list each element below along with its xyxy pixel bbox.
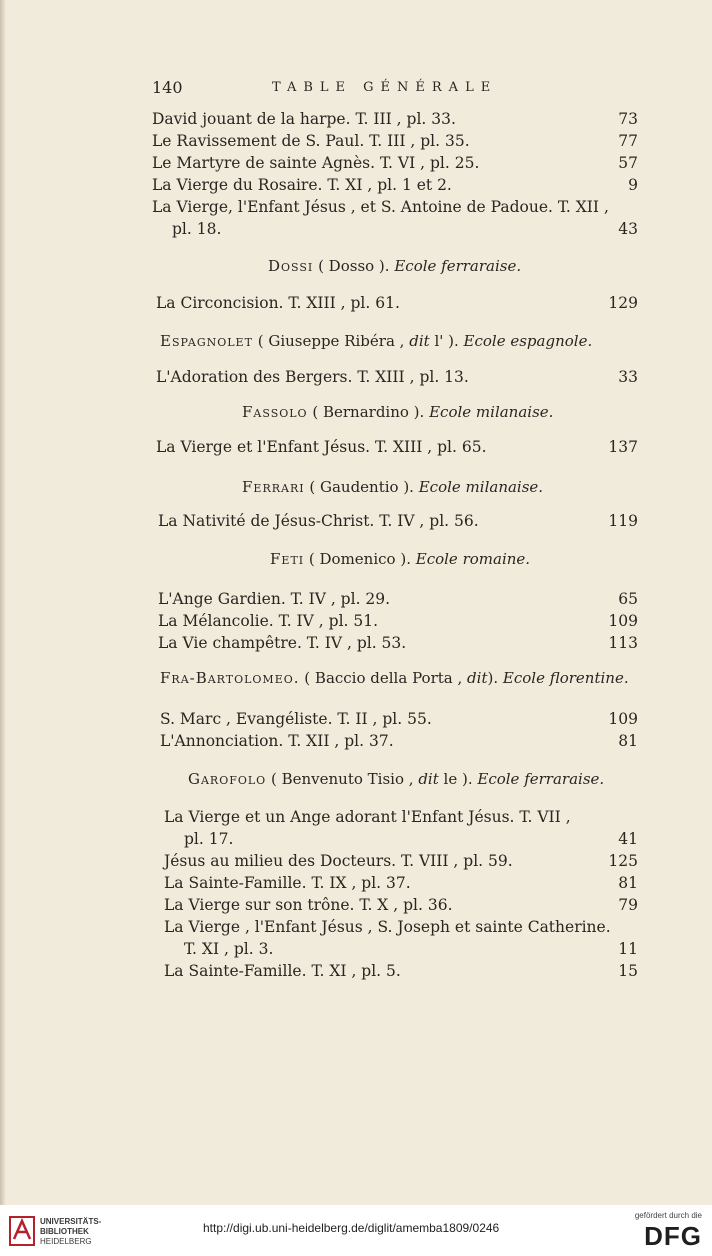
index-entry: La Nativité de Jésus-Christ. T. IV , pl. 56. 119 [158,512,638,530]
permalink-url[interactable]: http://digi.ub.uni-heidelberg.de/diglit/amemba1809/0246 [203,1221,500,1235]
artist-heading: Feti ( Domenico ). Ecole romaine. [270,550,531,568]
index-entry: La Vierge et un Ange adorant l'Enfant Jésus. T. VII , [164,808,571,826]
page-header [152,78,647,102]
index-entry: Jésus au milieu des Docteurs. T. VIII , pl. 59. 125 [164,852,638,870]
page-title: TABLE GÉNÉRALE [272,80,498,95]
index-entry: La Circoncision. T. XIII , pl. 61. 129 [156,294,638,312]
library-name: UNIVERSITÄTS- BIBLIOTHEK HEIDELBERG [40,1217,102,1246]
index-entry: Le Ravissement de S. Paul. T. III , pl. 35. 77 [152,132,638,150]
index-entry: La Vierge sur son trône. T. X , pl. 36. 79 [164,896,638,914]
dfg-logo: DFG [644,1221,702,1251]
footer-bar [0,1205,712,1256]
funded-by-label: gefördert durch die [634,1211,702,1220]
index-entry: La Vie champêtre. T. IV , pl. 53. 113 [158,634,638,652]
index-entry: pl. 18. 43 [172,220,638,238]
index-entry: L'Ange Gardien. T. IV , pl. 29. 65 [158,590,638,608]
index-entry: La Sainte-Famille. T. IX , pl. 37. 81 [164,874,638,892]
index-entry: La Vierge et l'Enfant Jésus. T. XIII , pl. 65. 137 [156,438,638,456]
index-entry: La Sainte-Famille. T. XI , pl. 5. 15 [164,962,638,980]
index-entry: S. Marc , Evangéliste. T. II , pl. 55. 109 [160,710,638,728]
artist-heading: Fra-Bartolomeo. ( Baccio della Porta , dit). Ecole florentine. [160,669,629,687]
index-entry: La Vierge du Rosaire. T. XI , pl. 1 et 2. 9 [152,176,638,194]
index-entry: David jouant de la harpe. T. III , pl. 33. 73 [152,110,638,128]
page-number: 140 [152,78,183,97]
index-entry: L'Annonciation. T. XII , pl. 37. 81 [160,732,638,750]
university-logo-icon [8,1215,36,1247]
artist-heading: Dossi ( Dosso ). Ecole ferraraise. [268,257,522,275]
artist-heading: Garofolo ( Benvenuto Tisio , dit le ). Ecole ferraraise. [188,770,605,788]
artist-heading: Ferrari ( Gaudentio ). Ecole milanaise. [242,478,544,496]
index-entry: La Mélancolie. T. IV , pl. 51. 109 [158,612,638,630]
index-entry: L'Adoration des Bergers. T. XIII , pl. 13. 33 [156,368,638,386]
index-entry: pl. 17. 41 [184,830,638,848]
artist-heading: Espagnolet ( Giuseppe Ribéra , dit l' ). Ecole espagnole. [160,332,593,350]
index-entry: La Vierge, l'Enfant Jésus , et S. Antoine de Padoue. T. XII , [152,198,609,216]
index-entry: La Vierge , l'Enfant Jésus , S. Joseph et sainte Catherine. [164,918,611,936]
index-entry: T. XI , pl. 3. 11 [184,940,638,958]
index-entry: Le Martyre de sainte Agnès. T. VI , pl. 25. 57 [152,154,638,172]
artist-heading: Fassolo ( Bernardino ). Ecole milanaise. [242,403,554,421]
